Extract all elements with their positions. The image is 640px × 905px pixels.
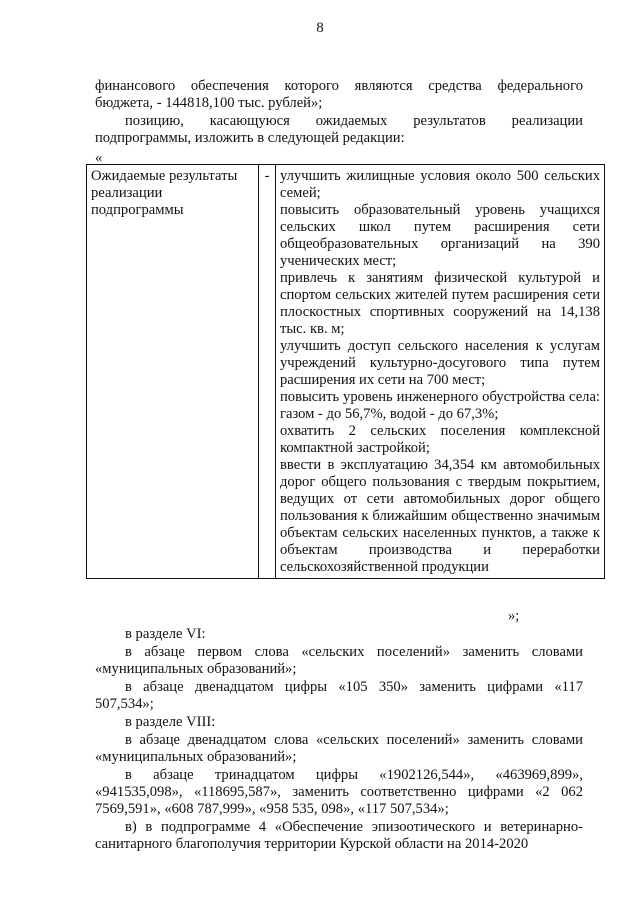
amendment-paragraph: в абзаце тринадцатом цифры «1902126,544», «463969,899», «941535,098», «118695,587», заменить соответственно цифрами «2 062 7569,591», «608 787,999», «958 535, 098», «117 507,534»;: [95, 767, 583, 817]
amendment-paragraph: в абзаце двенадцатом цифры «105 350» заменить цифрами «117 507,534»;: [95, 679, 583, 712]
result-item: повысить образовательный уровень учащихся сельских школ путем расширения сети общеобразовательных организаций на 390 ученических мест;: [280, 202, 600, 269]
intro-block: [95, 78, 583, 147]
result-item: повысить уровень инженерного обустройства села: газом - до 56,7%, водой - до 67,3%;: [280, 389, 600, 422]
section-6-heading: в разделе VI:: [125, 626, 206, 642]
amendment-paragraph: в абзаце двенадцатом слова «сельских поселений» заменить словами «муниципальных образований»;: [95, 732, 583, 765]
amendments-block: [95, 626, 583, 854]
table-row: [87, 165, 605, 579]
result-item: улучшить доступ сельского населения к услугам учреждений культурно-досугового типа путем расширения их сети на 700 мест;: [280, 338, 600, 388]
dash-separator: -: [259, 165, 276, 579]
results-list: [276, 165, 605, 579]
result-item: привлечь к занятиям физической культурой и спортом сельских жителей путем расширения сети плоскостных спортивных сооружений на 14,138 тыс. кв. м;: [280, 270, 600, 337]
result-item: ввести в эксплуатацию 34,354 км автомобильных дорог общего пользования с твердым покрытием, ведущих от сети автомобильных дорог общего пользования к ближайшим общественно значимым объектам сельских населенных пунктов, а также к объектам производства и переработки сельскохозяйственной продукции: [280, 457, 600, 575]
expected-results-table: [86, 164, 605, 579]
amendment-paragraph: в абзаце первом слова «сельских поселений» заменить словами «муниципальных образований»;: [95, 644, 583, 677]
opening-quote: «: [95, 150, 103, 166]
intro-paragraph-1: финансового обеспечения которого являются средства федерального бюджета, - 144818,100 тыс. рублей»;: [95, 78, 583, 111]
result-item: улучшить жилищные условия около 500 сельских семей;: [280, 168, 600, 201]
intro-paragraph-2: позицию, касающуюся ожидаемых результатов реализации подпрограммы, изложить в следующей редакции:: [95, 113, 583, 146]
result-item: охватить 2 сельских поселения комплексной компактной застройкой;: [280, 423, 600, 456]
amendment-paragraph: в) в подпрограмме 4 «Обеспечение эпизоотического и ветеринарно-санитарного благополучия территории Курской области на 2014-2020: [95, 819, 583, 852]
section-8-heading: в разделе VIII:: [125, 714, 216, 730]
page-number: 8: [316, 20, 324, 36]
closing-quote: »;: [508, 608, 520, 624]
results-label: Ожидаемые результаты реализации подпрограммы: [87, 165, 259, 579]
